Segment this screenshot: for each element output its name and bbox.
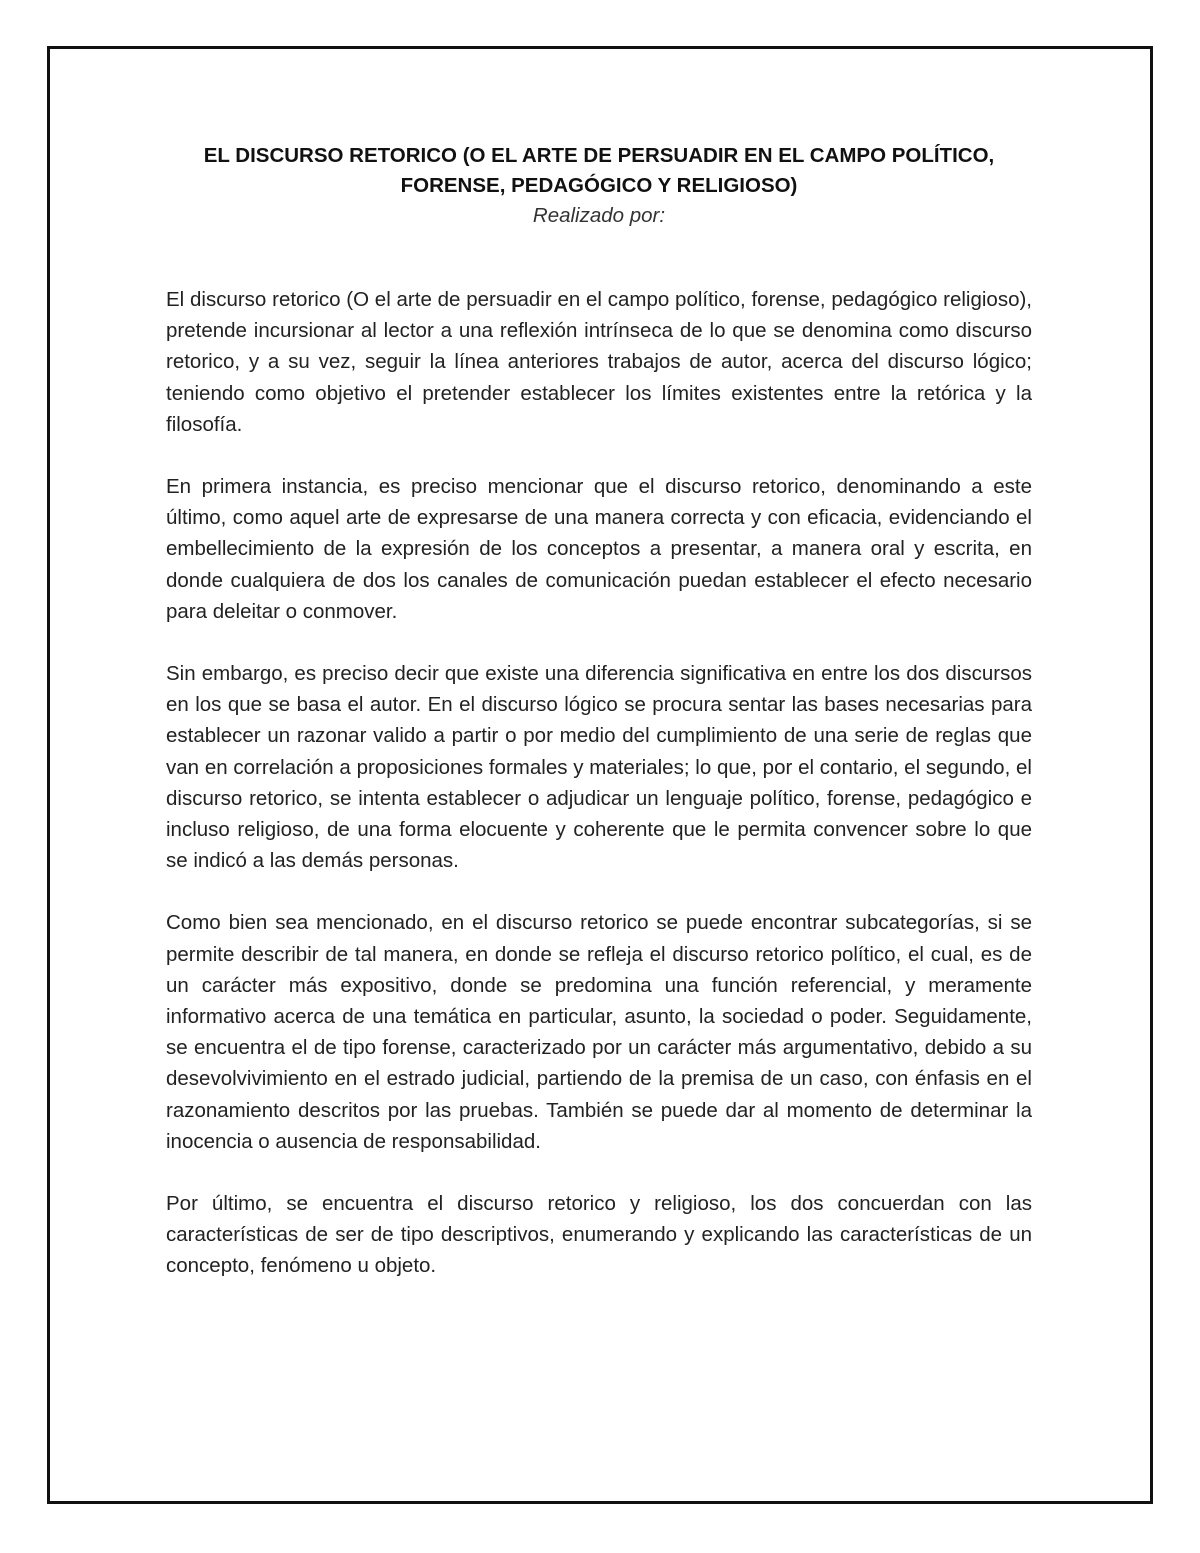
document-text [166,284,1032,1282]
paragraph: En primera instancia, es preciso mencionar que el discurso retorico, denominando a este último, como aquel arte de expresarse de una manera correcta y con eficacia, evidenciando el embellecimiento de la expresión de los conceptos a presentar, a manera oral y escrita, en donde cualquiera de dos los canales de comunicación puedan establecer el efecto necesario para deleitar o conmover. [166,475,1032,623]
paragraph: Sin embargo, es preciso decir que existe una diferencia significativa en entre los dos discursos en los que se basa el autor. En el discurso lógico se procura sentar las bases necesarias para establecer un razonar valido a partir o por medio del cumplimiento de una serie de reglas que van en correlación a proposiciones formales y materiales; lo que, por el contario, el segundo, el discurso retorico, se intenta establecer o adjudicar un lenguaje político, forense, pedagógico e incluso religioso, de una forma elocuente y coherente que le permita convencer sobre lo que se indicó a las demás personas. [166,662,1032,873]
document-title: EL DISCURSO RETORICO (O EL ARTE DE PERSUADIR EN EL CAMPO POLÍTICO, FORENSE, PEDAGÓGICO Y RELIGIOSO) [203,144,995,197]
paragraph: Por último, se encuentra el discurso retorico y religioso, los dos concuerdan con las características de ser de tipo descriptivos, enumerando y explicando las características de un concepto, fenómeno u objeto. [166,1192,1032,1278]
paragraph: El discurso retorico (O el arte de persuadir en el campo político, forense, pedagógico religioso), pretende incursionar al lector a una reflexión intrínseca de lo que se denomina como discurso retorico, y a su vez, seguir la línea anteriores trabajos de autor, acerca del discurso lógico; teniendo como objetivo el pretender establecer los límites existentes entre la retórica y la filosofía. [166,288,1032,436]
paragraph: Como bien sea mencionado, en el discurso retorico se puede encontrar subcategorías, si se permite describir de tal manera, en donde se refleja el discurso retorico político, el cual, es de un carácter más expositivo, donde se predomina una función referencial, y meramente informativo acerca de una temática en particular, asunto, la sociedad o poder. Seguidamente, se encuentra el de tipo forense, caracterizado por un carácter más argumentativo, debido a su desevolvivimiento en el estrado judicial, partiendo de la premisa de un caso, con énfasis en el razonamiento descritos por las pruebas. También se puede dar al momento de determinar la inocencia o ausencia de responsabilidad. [166,911,1032,1153]
document-body [166,141,1032,1313]
author-byline: Realizado por: [532,204,666,227]
